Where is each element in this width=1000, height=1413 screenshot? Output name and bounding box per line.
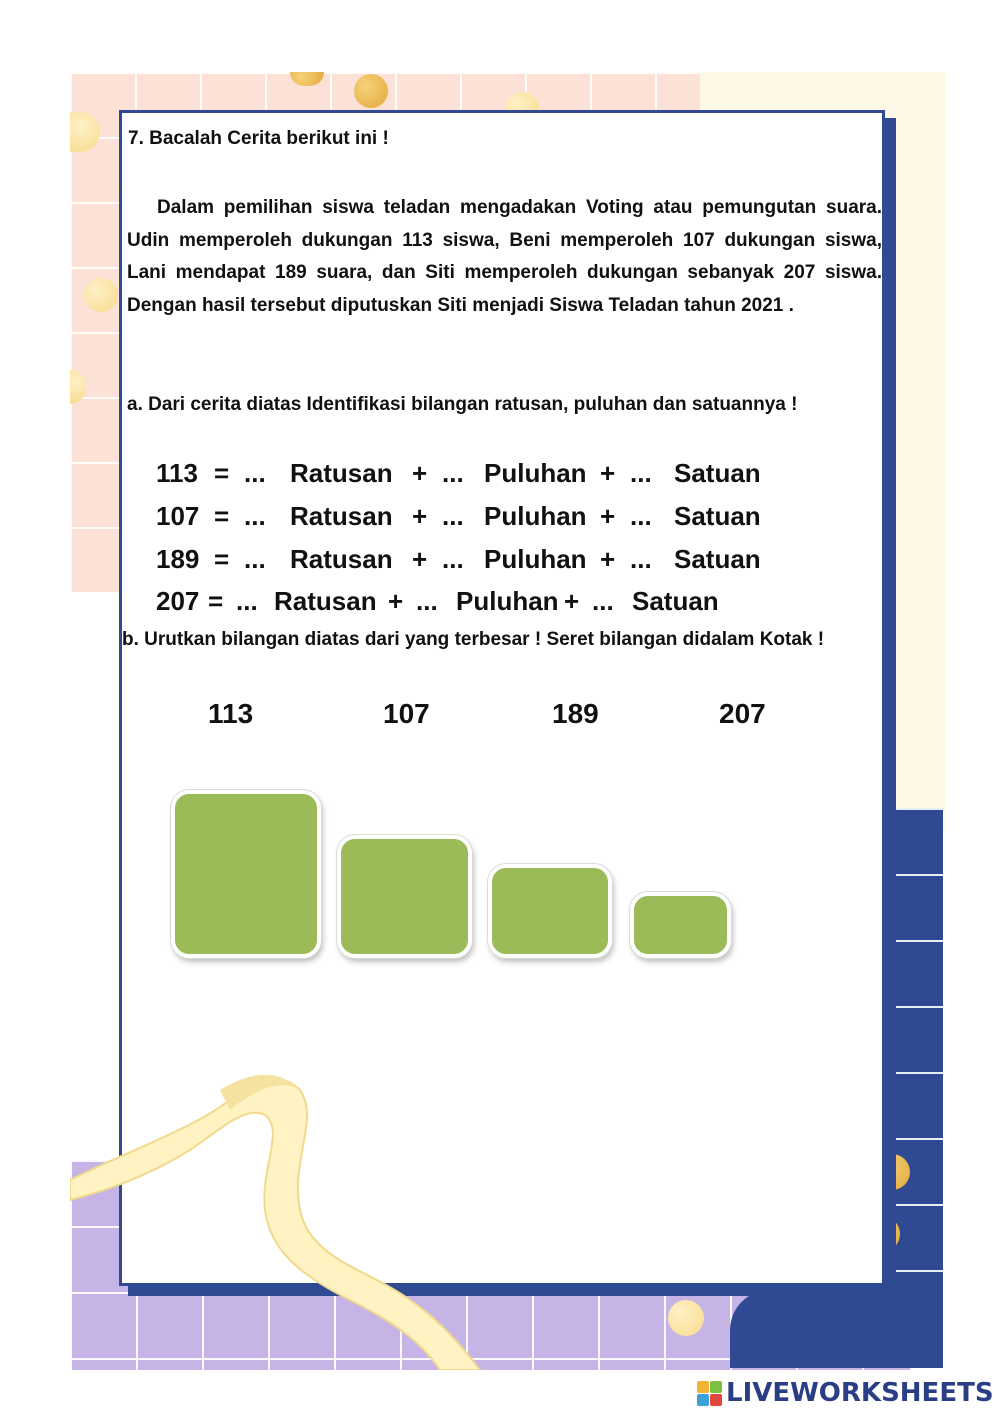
blank-hundreds[interactable]: ... [236, 586, 258, 616]
plus-sign: + [600, 458, 616, 488]
blank-hundreds[interactable]: ... [244, 458, 266, 488]
blank-ones[interactable]: ... [630, 501, 652, 531]
ribbon-decoration [70, 1070, 550, 1370]
label-ones: Satuan [632, 586, 719, 616]
label-ones: Satuan [674, 458, 761, 488]
story-paragraph: Dalam pemilihan siswa teladan mengadakan Voting atau pemungutan suara. Udin memperoleh dukungan 113 siswa, Beni memperoleh 107 dukungan siswa, Lani mendapat 189 suara, dan Siti memperoleh dukungan sebanyak 207 siswa. Dengan hasil tersebut diputuskan Siti menjadi Siswa Teladan tahun 2021 . [127, 197, 882, 316]
plus-sign: + [412, 458, 428, 488]
drop-box-3[interactable] [488, 864, 612, 958]
blank-tens[interactable]: ... [442, 544, 464, 574]
equation-row [156, 586, 719, 617]
blank-tens[interactable]: ... [442, 501, 464, 531]
drop-box-2[interactable] [337, 835, 472, 958]
blank-tens[interactable]: ... [442, 458, 464, 488]
equals-sign: = [208, 586, 224, 616]
drop-box-4[interactable] [630, 892, 731, 958]
gold-dot-decoration [354, 74, 388, 108]
label-tens: Puluhan [484, 501, 587, 531]
label-tens: Puluhan [484, 544, 587, 574]
part-a-instruction: a. Dari cerita diatas Identifikasi bilangan ratusan, puluhan dan satuannya ! [127, 394, 798, 415]
gold-dot-decoration [668, 1300, 704, 1336]
blank-hundreds[interactable]: ... [244, 501, 266, 531]
part-b-instruction: b. Urutkan bilangan diatas dari yang terbesar ! Seret bilangan didalam Kotak ! [122, 629, 825, 650]
equation-row [156, 501, 761, 532]
background-navy-corner [730, 1290, 943, 1368]
equation-row [156, 458, 761, 489]
equals-sign: = [214, 544, 230, 574]
logo-text: LIVEWORKSHEETS [726, 1378, 994, 1408]
equals-sign: = [214, 458, 230, 488]
label-hundreds: Ratusan [290, 544, 393, 574]
plus-sign: + [600, 501, 616, 531]
label-hundreds: Ratusan [290, 458, 393, 488]
draggable-number[interactable]: 207 [719, 698, 766, 729]
equation-number: 207 [156, 586, 200, 616]
logo-mark-icon [697, 1381, 722, 1406]
label-ones: Satuan [674, 501, 761, 531]
draggable-number[interactable]: 107 [383, 698, 430, 729]
blank-ones[interactable]: ... [630, 544, 652, 574]
equation-number: 107 [156, 501, 200, 531]
equation-number: 189 [156, 544, 200, 574]
plus-sign: + [388, 586, 404, 616]
draggable-number[interactable]: 113 [208, 698, 254, 729]
drop-box-1[interactable] [171, 790, 321, 958]
equation-number: 113 [156, 458, 198, 488]
label-ones: Satuan [674, 544, 761, 574]
equals-sign: = [214, 501, 230, 531]
equation-row [156, 544, 761, 575]
liveworksheets-logo[interactable] [697, 1376, 994, 1410]
plus-sign: + [412, 544, 428, 574]
plus-sign: + [412, 501, 428, 531]
label-tens: Puluhan [456, 586, 559, 616]
label-tens: Puluhan [484, 458, 587, 488]
gold-dot-decoration [84, 278, 118, 312]
plus-sign: + [564, 586, 580, 616]
plus-sign: + [600, 544, 616, 574]
blank-tens[interactable]: ... [416, 586, 438, 616]
draggable-number[interactable]: 189 [552, 698, 599, 729]
blank-ones[interactable]: ... [592, 586, 614, 616]
label-hundreds: Ratusan [274, 586, 377, 616]
blank-ones[interactable]: ... [630, 458, 652, 488]
question-title: 7. Bacalah Cerita berikut ini ! [128, 128, 389, 149]
blank-hundreds[interactable]: ... [244, 544, 266, 574]
label-hundreds: Ratusan [290, 501, 393, 531]
